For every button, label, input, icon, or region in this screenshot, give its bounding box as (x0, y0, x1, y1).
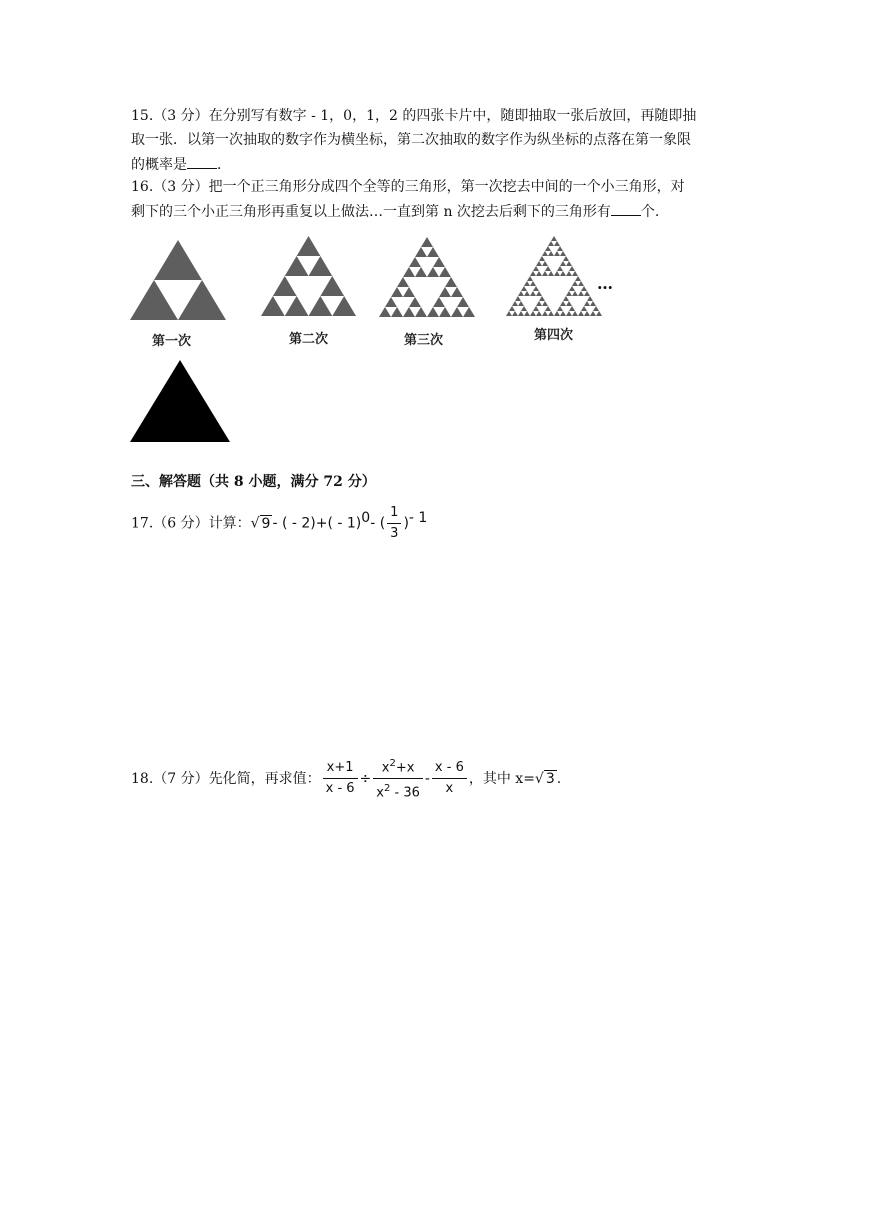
q17-frac-den: 3 (390, 526, 399, 542)
triangle-piece (557, 246, 563, 251)
q18-f2-den-base: x (376, 785, 384, 801)
q18-fraction-2 (373, 756, 423, 802)
triangle-piece (572, 281, 578, 286)
q17-line (131, 504, 428, 542)
triangle-piece (536, 261, 542, 266)
triangle-piece (427, 247, 439, 257)
triangle-piece (409, 257, 421, 267)
q18-divide: ÷ (359, 770, 372, 787)
triangle-piece (463, 307, 475, 317)
triangle-piece (403, 287, 415, 297)
q15-answer-blank (187, 154, 217, 169)
q18-line (131, 756, 561, 800)
triangle-piece (560, 271, 566, 276)
triangle-piece (542, 311, 548, 316)
triangle-piece (542, 271, 548, 276)
triangle-piece (285, 296, 309, 316)
triangle-piece (557, 306, 563, 311)
triangle-piece (309, 296, 333, 316)
figure-solid-triangle (130, 360, 230, 442)
triangle-piece (545, 306, 551, 311)
triangle-piece (584, 311, 590, 316)
triangle-piece (530, 271, 536, 276)
q17-frac-num: 1 (387, 505, 401, 524)
triangle-piece (527, 276, 533, 281)
q17-part2: - ( - 2)+( - 1) (272, 515, 362, 532)
triangle-piece (572, 311, 578, 316)
q16-line-2 (131, 201, 659, 222)
q16-line-2-text: 剩下的三个小正三角形再重复以上做法…一直到第 n 次挖去后剩下的三角形有 (131, 204, 611, 220)
triangle-piece (433, 257, 445, 267)
triangle-piece (584, 301, 590, 306)
triangle-piece (261, 296, 285, 316)
triangle-piece (569, 306, 575, 311)
caption-iteration-2: 第二次 (289, 332, 329, 347)
triangle-piece (415, 267, 427, 277)
triangle-piece (563, 296, 569, 301)
triangle-piece (563, 256, 569, 261)
triangle-piece (439, 287, 451, 297)
q15-line-3-text: 的概率是 (131, 157, 187, 173)
figure-iteration-3 (379, 237, 475, 317)
q18-f2-num (373, 756, 423, 779)
triangle-piece (557, 266, 563, 271)
triangle-piece (578, 291, 584, 296)
triangle-piece (433, 297, 445, 307)
q16-line-1: 16.（3 分）把一个正三角形分成四个全等的三角形，第一次挖去中间的一个小三角形，对 (131, 179, 685, 195)
triangle-piece (391, 307, 403, 317)
triangle-piece (506, 311, 512, 316)
ellipsis: … (597, 274, 614, 293)
triangle-piece (415, 307, 427, 317)
q18-f2-num-rest: +x (395, 760, 415, 776)
triangle-piece (581, 306, 587, 311)
q18-minus: - (424, 770, 430, 787)
q18-f2-den-exp: 2 (383, 783, 391, 795)
triangle-piece (575, 276, 581, 281)
q18-f3-den: x (445, 781, 454, 797)
triangle-piece (397, 277, 409, 287)
q18-f1-num: x+1 (323, 760, 358, 779)
triangle-piece (548, 311, 554, 316)
q18-fraction-3 (432, 760, 467, 797)
triangle-piece (554, 241, 560, 246)
triangle-piece (285, 256, 309, 276)
triangle-piece (569, 286, 575, 291)
q17-exp-neg: - 1 (408, 510, 428, 526)
triangle-piece (569, 266, 575, 271)
triangle-piece (536, 311, 542, 316)
q17-radicand: 9 (261, 515, 271, 532)
q15-line-1: 15.（3 分）在分别写有数字 - 1，0，1，2 的四张卡片中，随即抽取一张后放回，再随即抽 (131, 108, 697, 124)
q18-tail: ，其中 x= (468, 770, 535, 787)
triangle-piece (524, 291, 530, 296)
triangle-piece (451, 307, 463, 317)
triangle-piece (521, 306, 527, 311)
triangle-piece (593, 306, 599, 311)
triangle-piece (581, 286, 587, 291)
triangle-piece (548, 271, 554, 276)
triangle-piece (445, 277, 457, 287)
q18-sqrt: √ 3 (534, 770, 555, 787)
triangle-piece (545, 246, 551, 251)
triangle-piece (554, 311, 560, 316)
triangle-piece (560, 311, 566, 316)
triangle-piece (309, 256, 333, 276)
triangle-piece (130, 280, 178, 320)
triangle-piece (524, 311, 530, 316)
triangle-piece (512, 301, 518, 306)
caption-iteration-1: 第一次 (152, 334, 192, 349)
triangle-piece (578, 281, 584, 286)
triangle-piece (548, 241, 554, 246)
triangle-piece (427, 267, 439, 277)
triangle-piece (566, 311, 572, 316)
triangle-piece (548, 251, 554, 256)
q15-line-3-end: ． (217, 157, 231, 173)
triangle-piece (385, 297, 397, 307)
q18-f2-den (373, 779, 423, 801)
triangle-piece (403, 307, 415, 317)
triangle-piece (533, 306, 539, 311)
triangle-piece (584, 291, 590, 296)
triangle-piece (566, 301, 572, 306)
triangle-piece (542, 251, 548, 256)
triangle-piece (590, 301, 596, 306)
triangle-piece (578, 311, 584, 316)
triangle-piece (572, 271, 578, 276)
section-3-title: 三、解答题（共 8 小题，满分 72 分） (131, 474, 376, 490)
triangle-piece (154, 240, 202, 280)
triangle-piece (554, 271, 560, 276)
q18-f2-num-base: x (381, 760, 390, 776)
caption-iteration-4: 第四次 (534, 328, 574, 343)
triangle-piece (539, 296, 545, 301)
triangle-piece (542, 261, 548, 266)
triangle-piece (536, 271, 542, 276)
q16-line-2-end: 个. (640, 204, 660, 220)
triangle-piece (533, 286, 539, 291)
q18-prefix: 18.（7 分）先化简，再求值： (131, 770, 321, 787)
triangle-piece (457, 297, 469, 307)
triangle-piece (409, 297, 421, 307)
triangle-piece (542, 301, 548, 306)
triangle-piece (551, 236, 557, 241)
q18-radicand: 3 (545, 770, 555, 787)
q18-f2-num-exp: 2 (389, 758, 396, 769)
triangle-piece (439, 267, 451, 277)
caption-iteration-3: 第三次 (404, 333, 444, 348)
q17-sqrt: √ 9 (250, 515, 271, 532)
triangle-piece (545, 266, 551, 271)
triangle-piece (297, 236, 321, 256)
triangle-piece (509, 306, 515, 311)
triangle-piece (539, 256, 545, 261)
triangle-piece (566, 291, 572, 296)
triangle-piece (536, 291, 542, 296)
q17-part3: - ( (370, 515, 386, 532)
figure-iteration-2 (261, 236, 356, 316)
q18-end: . (556, 770, 562, 787)
q15-line-2: 取一张．以第一次抽取的数字作为横坐标，第二次抽取的数字作为纵坐标的点落在第一象限 (131, 132, 691, 148)
triangle-piece (391, 287, 403, 297)
triangle-piece (530, 311, 536, 316)
q18-f3-num: x - 6 (432, 760, 467, 779)
q18-f1-den: x - 6 (325, 781, 355, 797)
triangle-piece (518, 311, 524, 316)
q17-part4: ) (403, 515, 409, 532)
triangle-piece (178, 280, 226, 320)
triangle-piece (554, 251, 560, 256)
q16-answer-blank (611, 201, 641, 216)
triangle-piece (421, 237, 433, 247)
triangle-piece (590, 311, 596, 316)
triangle-piece (273, 276, 297, 296)
triangle-piece (427, 307, 439, 317)
triangle-piece (403, 267, 415, 277)
figure-iteration-1 (130, 240, 226, 320)
triangle-piece (518, 291, 524, 296)
triangle-piece (439, 307, 451, 317)
triangle-piece (560, 301, 566, 306)
triangle-piece (524, 281, 530, 286)
q17-fraction (387, 505, 401, 542)
triangle-piece (560, 251, 566, 256)
triangle-piece (515, 296, 521, 301)
triangle-piece (566, 261, 572, 266)
triangle-piece (512, 311, 518, 316)
q18-f2-den-rest: - 36 (390, 785, 420, 801)
triangle-piece (320, 276, 344, 296)
q15-line-3 (131, 154, 231, 175)
triangle-piece (566, 271, 572, 276)
solid-triangle-shape (130, 360, 230, 442)
triangle-piece (415, 247, 427, 257)
triangle-piece (536, 301, 542, 306)
triangle-piece (451, 287, 463, 297)
figure-iteration-4 (506, 236, 602, 316)
triangle-piece (560, 261, 566, 266)
q17-prefix: 17.（6 分）计算： (131, 515, 251, 532)
triangle-piece (587, 296, 593, 301)
triangle-piece (379, 307, 391, 317)
q17-exp0: 0 (361, 510, 371, 526)
triangle-piece (533, 266, 539, 271)
triangle-piece (530, 291, 536, 296)
triangle-piece (596, 311, 602, 316)
triangle-piece (521, 286, 527, 291)
q18-fraction-1 (323, 760, 358, 797)
triangle-piece (530, 281, 536, 286)
triangle-piece (518, 301, 524, 306)
triangle-piece (332, 296, 356, 316)
triangle-piece (572, 291, 578, 296)
